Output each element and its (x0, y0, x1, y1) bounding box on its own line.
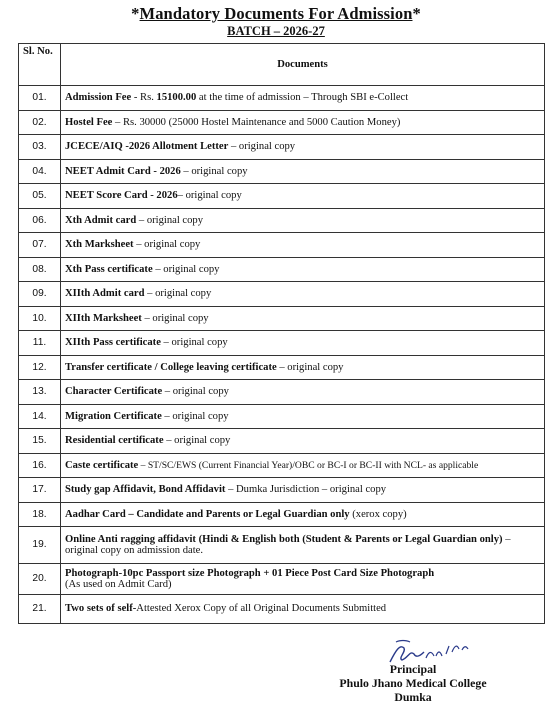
row-number: 10. (19, 306, 61, 331)
table-row (19, 86, 545, 111)
page-title: *Mandatory Documents For Admission* (131, 4, 421, 23)
document-name: Hostel Fee (65, 116, 113, 128)
document-detail: – original copy (160, 337, 228, 348)
document-description (61, 208, 545, 233)
document-description (61, 502, 545, 527)
document-detail: at the time of admission – Through SBI e-Collect (196, 92, 409, 103)
document-detail: – original copy (228, 141, 296, 152)
document-detail: – original copy (162, 386, 229, 397)
document-name: NEET Admit Card - 2026 (65, 165, 181, 177)
document-description (61, 380, 545, 405)
table-row (19, 306, 545, 331)
document-detail: – original copy (144, 288, 212, 299)
document-name: Character Certificate (65, 386, 163, 397)
documents-table (18, 43, 545, 624)
document-description (61, 306, 545, 331)
table-row (19, 595, 545, 624)
table-row (19, 110, 545, 135)
table-row (19, 453, 545, 478)
document-name: XIIth Admit card (65, 288, 145, 299)
table-row (19, 331, 545, 356)
table-row (19, 257, 545, 282)
row-number: 03. (19, 135, 61, 160)
document-detail: – original copy (152, 263, 220, 275)
row-number: 20. (19, 564, 61, 595)
document-name: NEET Score Card - 2026 (65, 190, 178, 201)
document-name: Two sets of self- (65, 603, 137, 615)
batch-subtitle: BATCH – 2026-27 (227, 24, 325, 38)
document-detail: – original copy (141, 312, 209, 324)
table-row (19, 478, 545, 503)
table-row (19, 184, 545, 209)
table-row (19, 380, 545, 405)
document-description (61, 331, 545, 356)
document-name: Online Anti ragging affidavit (Hindi & English both (Student & Parents or Legal Guardian only) (65, 533, 503, 545)
table-row (19, 208, 545, 233)
row-number: 06. (19, 208, 61, 233)
institution-place: Dumka (394, 690, 432, 704)
document-detail: – original copy (161, 410, 229, 422)
document-description (61, 453, 545, 478)
document-description (61, 478, 545, 503)
document-name: Residential certificate (65, 435, 164, 446)
document-description (61, 135, 545, 160)
document-description (61, 564, 545, 595)
institution-name: Phulo Jhano Medical College (339, 676, 487, 690)
row-number: 02. (19, 110, 61, 135)
row-number: 12. (19, 355, 61, 380)
row-number: 14. (19, 404, 61, 429)
document-description (61, 429, 545, 454)
document-detail: – original copy (133, 239, 201, 250)
row-number: 07. (19, 233, 61, 258)
document-name: Xth Admit card (65, 214, 137, 226)
document-description (61, 110, 545, 135)
document-detail: – original copy (276, 361, 344, 373)
row-number: 16. (19, 453, 61, 478)
row-number: 04. (19, 159, 61, 184)
document-detail: – ST/SC/EWS (Current Financial Year)/OBC or BC-I or BC-II with NCL- as applicable (138, 459, 479, 471)
document-detail: – Rs. 30000 (25000 Hostel Maintenance and 5000 Caution Money) (112, 116, 401, 128)
row-number: 11. (19, 331, 61, 356)
column-header-documents: Documents (61, 44, 545, 86)
table-row (19, 527, 545, 564)
row-number: 19. (19, 527, 61, 564)
document-name: Xth Pass certificate (65, 263, 153, 275)
table-row (19, 135, 545, 160)
table-row (19, 355, 545, 380)
document-detail: – original copy (136, 214, 204, 226)
signatory-designation: Principal (389, 662, 437, 676)
document-name: JCECE/AIQ -2026 Allotment Letter (65, 141, 229, 152)
table-row (19, 233, 545, 258)
table-row (19, 282, 545, 307)
row-number: 01. (19, 86, 61, 111)
document-name: Photograph-10pc Passport size Photograph + 01 Piece Post Card Size Photograph (65, 567, 435, 579)
document-name: Transfer certificate / College leaving certificate (65, 361, 277, 373)
document-name: Xth Marksheet (65, 239, 134, 250)
document-description (61, 355, 545, 380)
row-number: 21. (19, 595, 61, 624)
document-name: Admission Fee (65, 92, 132, 103)
document-detail: – original copy (180, 165, 248, 177)
document-detail: – Dumka Jurisdiction – original copy (225, 484, 387, 495)
document-detail: – original copy (177, 190, 242, 201)
document-detail: (As used on Admit Card) (65, 579, 172, 590)
document-description (61, 527, 545, 564)
document-description (61, 257, 545, 282)
table-row (19, 159, 545, 184)
row-number: 13. (19, 380, 61, 405)
document-detail: – original copy (163, 435, 231, 446)
document-name: Study gap Affidavit, Bond Affidavit (65, 484, 226, 495)
document-description (61, 595, 545, 624)
document-description (61, 184, 545, 209)
document-name: XIIth Marksheet (65, 312, 142, 324)
table-row (19, 564, 545, 595)
row-number: 08. (19, 257, 61, 282)
document-description (61, 404, 545, 429)
row-number: 09. (19, 282, 61, 307)
row-number: 05. (19, 184, 61, 209)
table-row (19, 429, 545, 454)
row-number: 15. (19, 429, 61, 454)
document-name: XIIth Pass certificate (65, 337, 161, 348)
row-number: 18. (19, 502, 61, 527)
document-detail: Attested Xerox Copy of all Original Documents Submitted (136, 603, 387, 615)
document-description (61, 233, 545, 258)
table-row (19, 502, 545, 527)
signature-block (0, 636, 552, 716)
document-description (61, 159, 545, 184)
document-name: Caste certificate (65, 459, 139, 471)
document-detail-bold: 15100.00 (156, 92, 197, 103)
document-name: Aadhar Card – Candidate and Parents or Legal Guardian only (65, 508, 350, 520)
table-body (19, 86, 545, 624)
document-description (61, 86, 545, 111)
document-detail: – original copy on admission date. (65, 533, 511, 556)
row-number: 17. (19, 478, 61, 503)
column-header-sl-no: Sl. No. (19, 44, 61, 86)
document-detail: (xerox copy) (349, 508, 407, 520)
document-detail: - Rs. (131, 92, 157, 103)
table-row (19, 404, 545, 429)
document-description (61, 282, 545, 307)
document-name: Migration Certificate (65, 410, 162, 422)
